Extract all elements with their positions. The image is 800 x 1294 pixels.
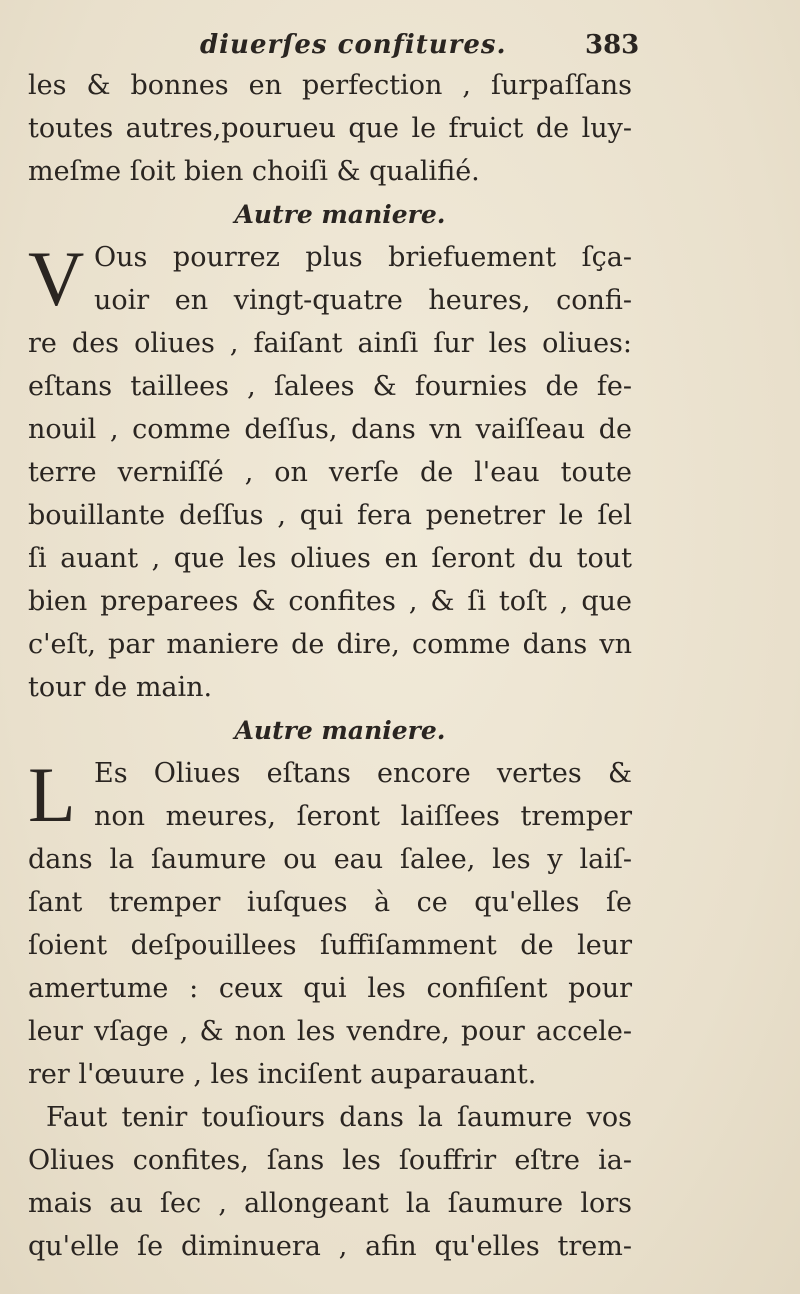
text-line: Oliues confites, ſans les ſouffrir eſtre ia- — [28, 1145, 632, 1176]
text-line: ſoient deſpouillees ſuffiſamment de leur — [28, 930, 632, 961]
text-line: meſme ſoit bien choiſi & qualifié. — [28, 156, 480, 187]
text-block — [28, 64, 632, 1268]
text-line: Ous pourrez plus briefuement ſça- — [94, 242, 632, 273]
text-line: toutes autres,pourueu que le fruict de luy- — [28, 113, 632, 144]
text-line: dans la ſaumure ou eau ſalee, les y laiſ- — [28, 844, 632, 875]
drop-cap: V — [28, 235, 85, 322]
text-line: eſtans taillees , ſalees & fournies de fe- — [28, 371, 632, 402]
text-line: bouillante deſſus , qui fera penetrer le ſel — [28, 500, 632, 531]
paragraph — [28, 1096, 632, 1268]
text-line: c'eſt, par maniere de dire, comme dans vn — [28, 629, 632, 660]
text-line: re des oliues , faiſant ainſi ſur les oliues: — [28, 328, 632, 359]
text-line: nouil , comme deſſus, dans vn vaiſſeau de — [28, 414, 632, 445]
drop-cap: L — [28, 751, 76, 838]
text-line: non meures, ſeront laiſſees tremper — [94, 801, 632, 832]
text-line: uoir en vingt-quatre heures, confi- — [94, 285, 632, 316]
text-line: terre verniſſé , on verſe de l'eau toute — [28, 457, 632, 488]
text-line: Faut tenir touſiours dans la ſaumure vos — [46, 1102, 632, 1133]
text-line: mais au ſec , allongeant la ſaumure lors — [28, 1188, 632, 1219]
text-line: ſi auant , que les oliues en ſeront du tout — [28, 543, 632, 574]
text-line: Es Oliues eſtans encore vertes & — [94, 758, 632, 789]
section-heading: Autre maniere. — [234, 200, 446, 229]
paragraph — [28, 752, 632, 1096]
text-line: tour de main. — [28, 672, 213, 703]
text-line: amertume : ceux qui les confiſent pour — [28, 973, 632, 1004]
text-line: ſant tremper iuſques à ce qu'elles ſe — [28, 887, 632, 918]
text-line: qu'elle ſe diminuera , afin qu'elles trem- — [28, 1231, 632, 1262]
running-title: diuerſes confitures. — [200, 30, 507, 60]
section-heading: Autre maniere. — [234, 716, 446, 745]
text-line: les & bonnes en perfection , ſurpaſſans — [28, 70, 632, 101]
text-line: rer l'œuure , les inciſent auparauant. — [28, 1059, 537, 1090]
text-line: leur vſage , & non les vendre, pour accele- — [28, 1016, 632, 1047]
text-line: bien preparees & confites , & ſi toſt , que — [28, 586, 632, 617]
paragraph — [28, 236, 632, 709]
page-number: 383 — [585, 30, 640, 60]
